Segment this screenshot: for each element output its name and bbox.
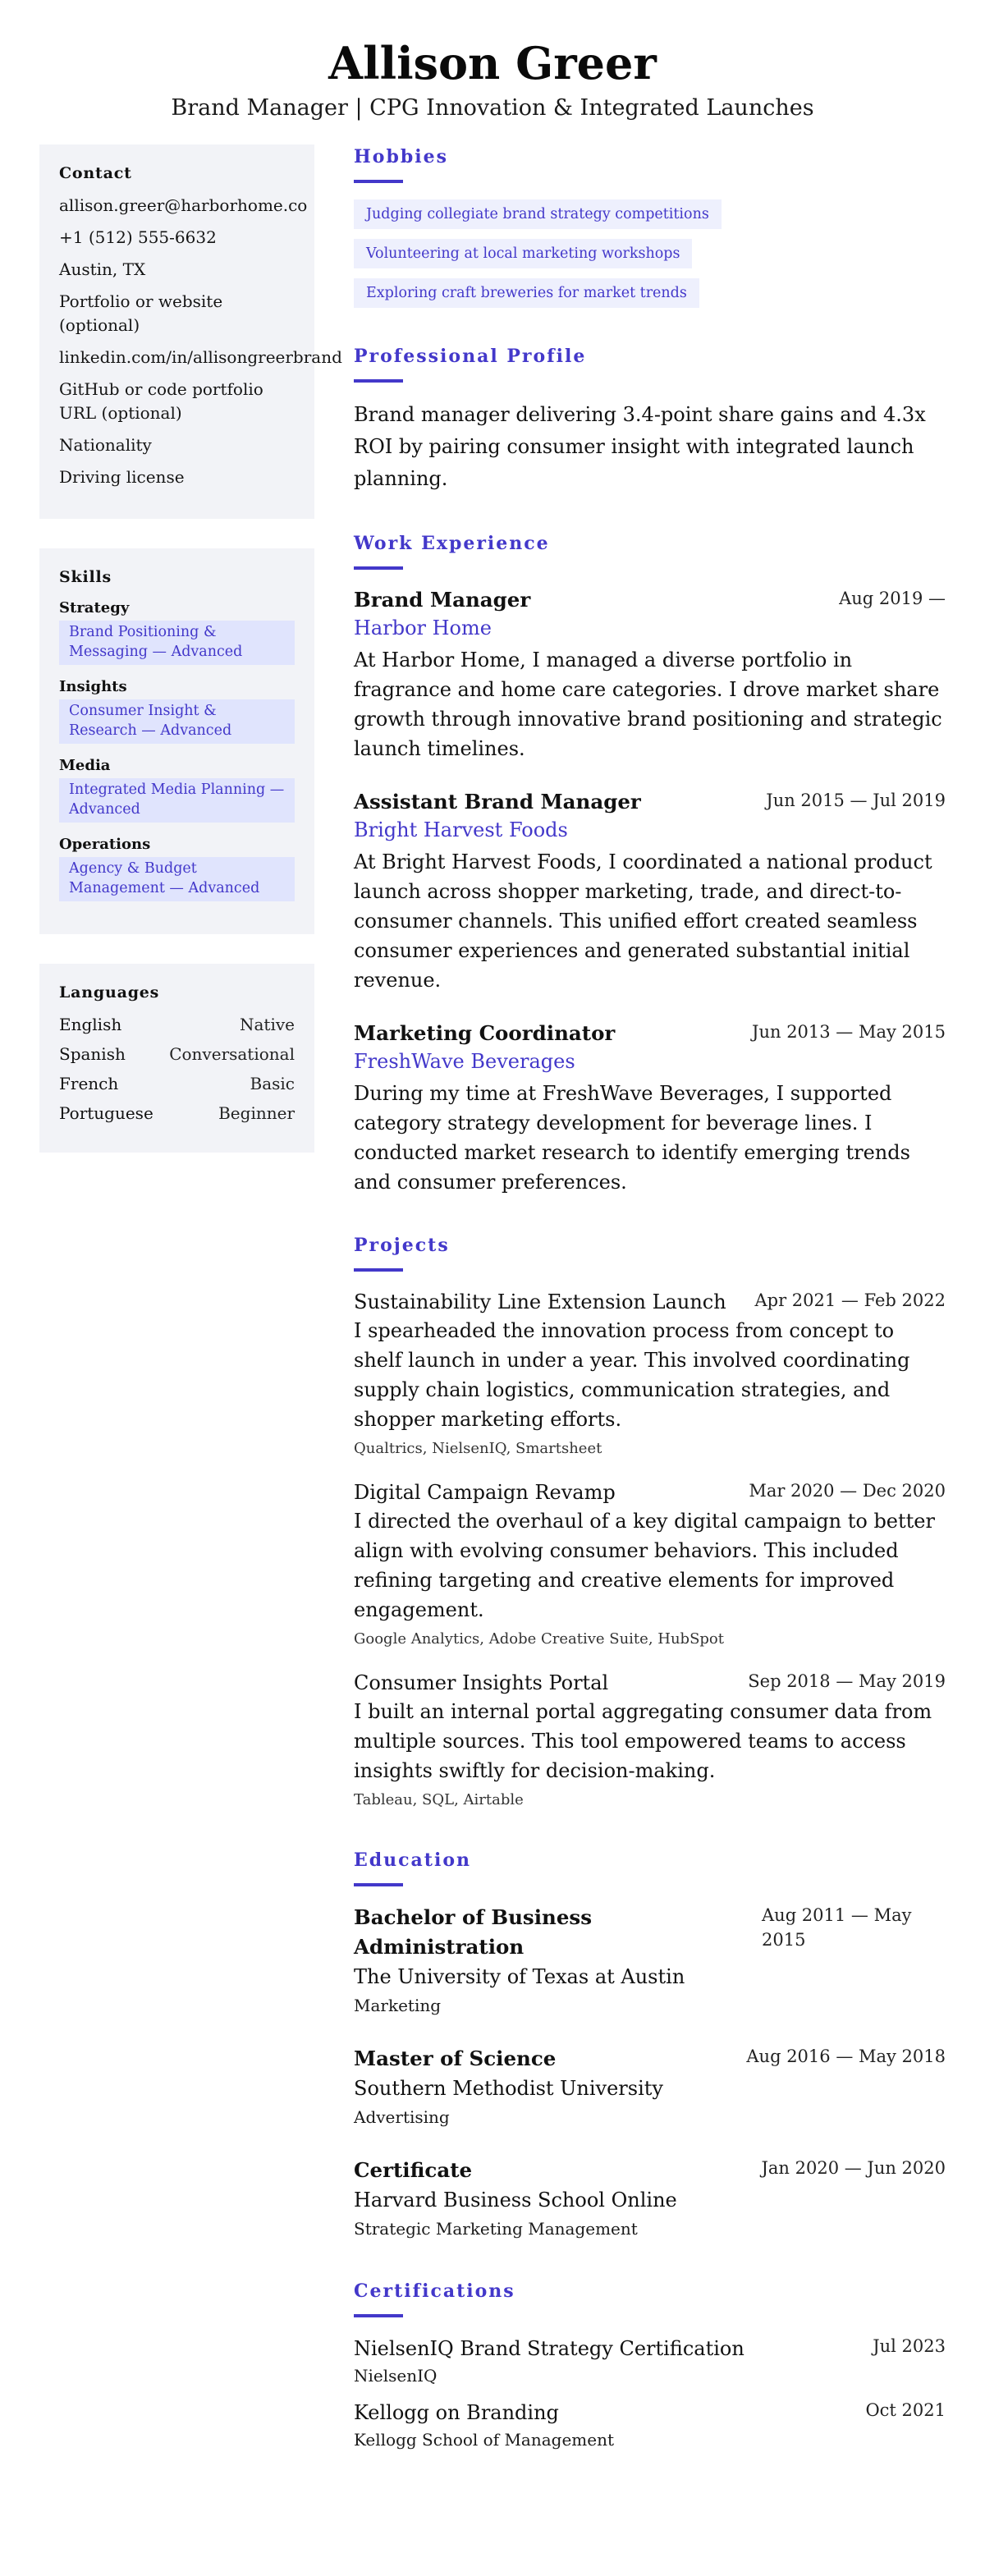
contact-location: Austin, TX — [59, 259, 146, 279]
project-name: Consumer Insights Portal — [354, 1671, 609, 1694]
skill-group-strategy — [59, 598, 295, 665]
education-title: Education — [354, 1849, 471, 1871]
job-title: Marketing Coordinator — [354, 1021, 616, 1045]
language-name: Spanish — [59, 1044, 126, 1064]
certifications-section — [354, 2279, 946, 2452]
section-divider — [354, 180, 403, 183]
contact-driving-license: Driving license — [59, 467, 185, 487]
contact-linkedin[interactable]: linkedin.com/in/allisongreerbrand — [59, 347, 342, 367]
contact-portfolio[interactable]: Portfolio or website (optional) — [59, 291, 223, 335]
job-description: At Bright Harvest Foods, I coordinated a national product launch across shopper marketing, trade, and direct-to-consumer channels. This unified effort created seamless consumer experiences and generated substantial initial revenue. — [354, 850, 932, 992]
company-name: Harbor Home — [354, 616, 492, 639]
certification-entry — [354, 2398, 946, 2452]
main-content — [354, 144, 946, 2488]
project-entry — [354, 1669, 946, 1812]
language-row — [59, 1072, 295, 1096]
language-row — [59, 1013, 295, 1037]
experience-entry — [354, 788, 946, 995]
project-tools: Tableau, SQL, Airtable — [354, 1791, 524, 1808]
certification-name: Kellogg on Branding — [354, 2401, 559, 2424]
section-divider — [354, 566, 403, 570]
hobby-tag: Exploring craft breweries for market trends — [354, 278, 699, 308]
field-of-study: Marketing — [354, 1996, 442, 2015]
section-divider — [354, 1883, 403, 1886]
sidebar — [39, 144, 342, 1182]
language-name: French — [59, 1074, 119, 1093]
projects-section — [354, 1233, 946, 1812]
skill-group-insights — [59, 676, 295, 744]
certification-issuer: NielsenIQ — [354, 2366, 438, 2386]
school-name: Southern Methodist University — [354, 2077, 663, 2100]
experience-entry — [354, 1020, 946, 1197]
degree-title: Certificate — [354, 2158, 473, 2182]
projects-title: Projects — [354, 1235, 450, 1256]
company-name: Bright Harvest Foods — [354, 818, 568, 841]
school-name: The University of Texas at Austin — [354, 1965, 685, 1988]
language-level: Beginner — [218, 1103, 295, 1123]
contact-nationality: Nationality — [59, 435, 152, 455]
language-row — [59, 1043, 295, 1066]
contact-github[interactable]: GitHub or code portfolio URL (optional) — [59, 379, 263, 423]
job-dates: Jun 2013 — May 2015 — [752, 1022, 946, 1042]
contact-title: Contact — [59, 164, 132, 182]
skill-group-media — [59, 755, 295, 823]
degree-title: Bachelor of Business Administration — [354, 1905, 593, 1959]
language-level: Native — [240, 1015, 295, 1034]
project-entry — [354, 1478, 946, 1651]
language-level: Basic — [250, 1074, 295, 1093]
profile-summary: Brand manager delivering 3.4-point share gains and 4.3x ROI by pairing consumer insight with integrated launch planning. — [354, 403, 926, 490]
hobbies-section — [354, 144, 946, 308]
job-description: During my time at FreshWave Beverages, I supported category strategy development for beverage lines. I conducted market research to identify emerging trends and consumer preferences. — [354, 1082, 910, 1194]
project-description: I built an internal portal aggregating consumer data from multiple sources. This tool empowered teams to access insights swiftly for decision-making. — [354, 1700, 932, 1782]
education-entry — [354, 2156, 946, 2243]
certification-entry — [354, 2334, 946, 2388]
resume-body — [0, 144, 985, 2488]
job-description: At Harbor Home, I managed a diverse portfolio in fragrance and home care categories. I drove market share growth through innovative brand positioning and strategic launch timelines. — [354, 649, 942, 760]
job-title: Brand Manager — [354, 588, 531, 612]
candidate-headline: Brand Manager | CPG Innovation & Integrated Launches — [171, 95, 814, 121]
field-of-study: Advertising — [354, 2107, 450, 2127]
project-dates: Mar 2020 — Dec 2020 — [749, 1481, 946, 1501]
project-dates: Sep 2018 — May 2019 — [748, 1671, 946, 1691]
hobbies-title: Hobbies — [354, 146, 448, 167]
profile-section — [354, 344, 946, 495]
project-dates: Apr 2021 — Feb 2022 — [754, 1290, 946, 1310]
school-name: Harvard Business School Online — [354, 2189, 677, 2212]
project-description: I spearheaded the innovation process from concept to shelf launch in under a year. This involved coordinating supply chain logistics, communication strategies, and shopper marketing efforts. — [354, 1319, 910, 1431]
skill-category: Strategy — [59, 599, 130, 616]
certification-issuer: Kellogg School of Management — [354, 2430, 615, 2450]
experience-entry — [354, 586, 946, 763]
experience-title: Work Experience — [354, 533, 550, 554]
job-dates: Aug 2019 — — [839, 589, 946, 608]
hobby-tag: Volunteering at local marketing workshops — [354, 239, 692, 268]
skill-chip: Consumer Insight & Research — Advanced — [59, 699, 295, 744]
language-name: English — [59, 1015, 122, 1034]
job-dates: Jun 2015 — Jul 2019 — [766, 791, 946, 810]
section-divider — [354, 379, 403, 383]
skill-chip: Integrated Media Planning — Advanced — [59, 778, 295, 823]
skill-chip: Agency & Budget Management — Advanced — [59, 857, 295, 901]
job-title: Assistant Brand Manager — [354, 790, 641, 814]
resume-header — [0, 0, 985, 144]
project-name: Digital Campaign Revamp — [354, 1481, 616, 1504]
skill-category: Operations — [59, 836, 151, 853]
certification-name: NielsenIQ Brand Strategy Certification — [354, 2337, 744, 2360]
project-tools: Google Analytics, Adobe Creative Suite, HubSpot — [354, 1630, 725, 1648]
project-name: Sustainability Line Extension Launch — [354, 1290, 726, 1313]
education-entry — [354, 2044, 946, 2131]
skills-card — [39, 548, 314, 934]
project-entry — [354, 1288, 946, 1460]
skill-group-operations — [59, 834, 295, 901]
languages-title: Languages — [59, 983, 160, 1002]
education-section — [354, 1848, 946, 2243]
project-tools: Qualtrics, NielsenIQ, Smartsheet — [354, 1440, 602, 1457]
skill-category: Media — [59, 757, 111, 774]
education-entry — [354, 1903, 946, 2019]
skill-chip: Brand Positioning & Messaging — Advanced — [59, 621, 295, 665]
company-name: FreshWave Beverages — [354, 1050, 575, 1073]
language-level: Conversational — [169, 1044, 295, 1064]
language-name: Portuguese — [59, 1103, 153, 1123]
skill-category: Insights — [59, 678, 127, 695]
experience-section — [354, 531, 946, 1197]
contact-card — [39, 144, 342, 519]
education-dates: Aug 2016 — May 2018 — [746, 2047, 946, 2066]
education-dates: Jan 2020 — Jun 2020 — [761, 2158, 946, 2178]
certifications-title: Certifications — [354, 2280, 515, 2302]
section-divider — [354, 1268, 403, 1272]
certification-date: Jul 2023 — [873, 2336, 946, 2356]
skills-title: Skills — [59, 568, 112, 586]
candidate-name: Allison Greer — [328, 37, 657, 89]
contact-phone[interactable]: +1 (512) 555-6632 — [59, 227, 217, 247]
field-of-study: Strategic Marketing Management — [354, 2219, 638, 2239]
languages-card — [39, 964, 314, 1153]
hobby-tag: Judging collegiate brand strategy competitions — [354, 199, 722, 229]
certification-date: Oct 2021 — [865, 2400, 946, 2420]
language-row — [59, 1102, 295, 1125]
contact-email[interactable]: allison.greer@harborhome.co — [59, 195, 308, 215]
section-divider — [354, 2314, 403, 2317]
project-description: I directed the overhaul of a key digital campaign to better align with evolving consumer behaviors. This included refining targeting and creative elements for improved engagement. — [354, 1510, 935, 1621]
profile-title: Professional Profile — [354, 346, 587, 367]
education-dates: Aug 2011 — May 2015 — [762, 1905, 912, 1950]
degree-title: Master of Science — [354, 2047, 557, 2070]
